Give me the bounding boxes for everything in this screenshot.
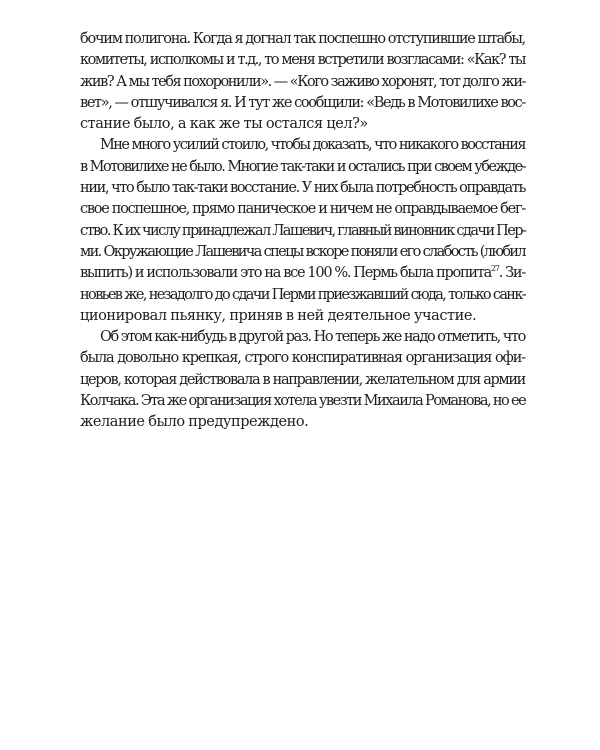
text-line: церов, которая действовала в направлении, желательном для армии [80,371,525,388]
text-line-segment: выпить) и использовали это на все 100 %. Пермь была пропита [80,265,492,282]
text-line: Колчака. Эта же организация хотела увезти Михаила Романова, но ее [80,393,526,410]
text-line: Мне много усилий стоило, чтобы доказать, что никакого восстания [100,137,525,154]
text-line: нии, что было так-таки восстание. У них была потребность оправдать [80,180,525,197]
text-line: желание было предупреждено. [80,414,309,431]
text-line: свое поспешное, прямо паническое и ничем не оправдываемое бег- [80,201,525,218]
text-line: Об этом как-нибудь в другой раз. Но теперь же надо отметить, что [100,329,525,346]
text-line: новьев же, незадолго до сдачи Перми приезжавший сюда, только санк- [80,286,525,303]
text-line: ми. Окружающие Лашевича спецы вскоре поняли его слабость (любил [80,243,525,260]
text-line: ционировал пьянку, приняв в ней деятельное участие. [80,307,477,324]
text-line-with-footnote [80,263,525,284]
footnote-ref[interactable]: 27 [491,264,499,274]
text-line: вет», — отшучивался я. И тут же сообщили: «Ведь в Мотовилихе вос- [80,94,525,111]
text-line: в Мотовилихе не было. Многие так-таки и остались при своем убежде- [80,158,525,175]
page-text [80,29,525,434]
text-line-segment-tail: . Зи- [498,265,525,282]
text-line: была довольно крепкая, строго конспиративная организация офи- [80,350,525,367]
text-line: комитеты, исполкомы и т.д., то меня встретили возгласами: «Как? ты [80,52,525,69]
text-line: ство. К их числу принадлежал Лашевич, главный виновник сдачи Пер- [80,222,526,239]
text-line: стание было, а как же ты остался цел?» [80,116,368,133]
text-line: жив? А мы тебя похоронили». — «Кого заживо хоронят, тот долго жи- [80,73,525,90]
text-line: бочим полигона. Когда я догнал так поспешно отступившие штабы, [80,31,525,47]
